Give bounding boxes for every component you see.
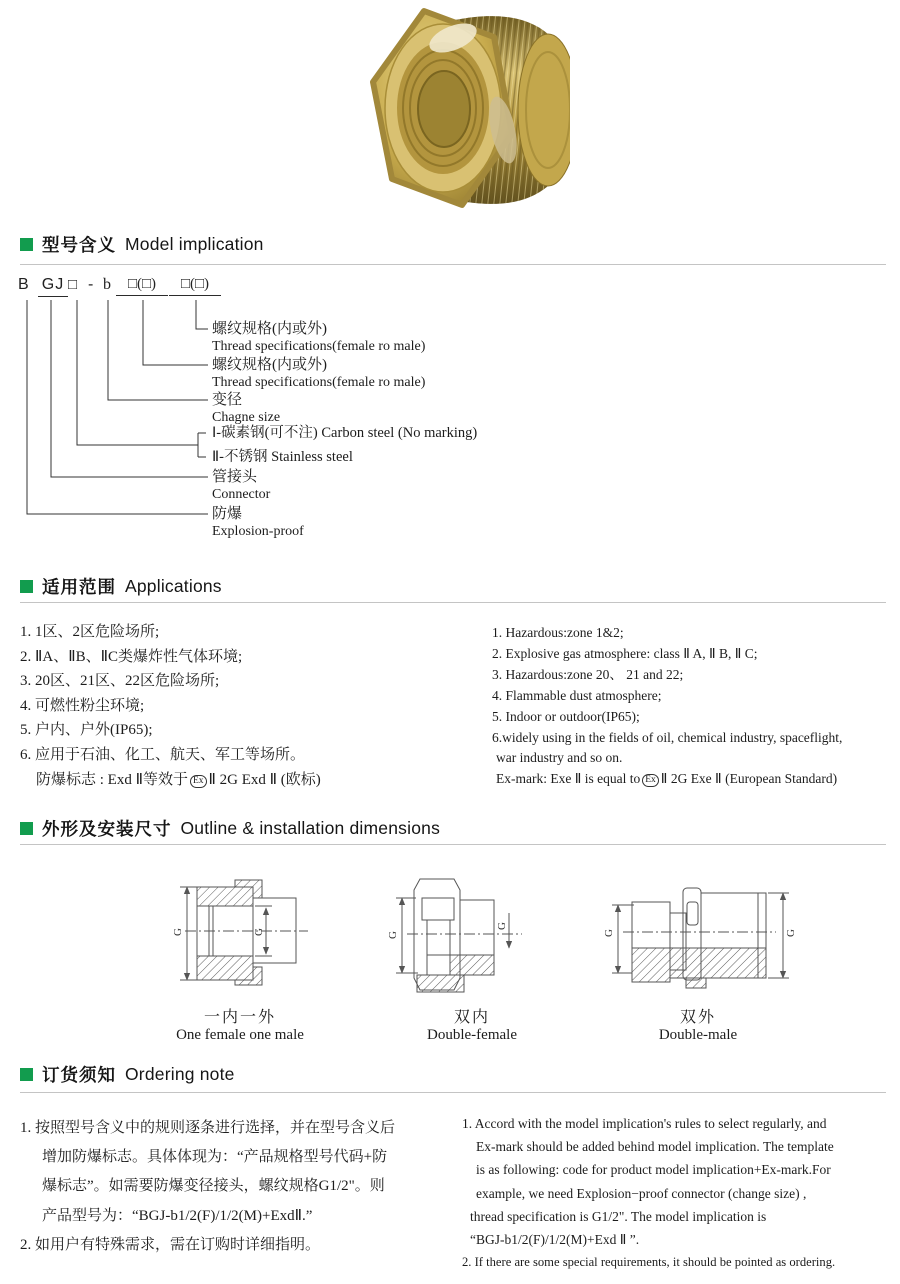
section-header-outline <box>20 816 440 840</box>
list-item: 6. 应用于石油、化工、航天、军工等场所。 <box>20 746 306 763</box>
text-line: 2. If there are some special requirements, it should be pointed as ordering. <box>462 1255 836 1270</box>
section-header-applications <box>20 574 222 598</box>
section-bullet-icon <box>20 822 33 835</box>
text-line: 产品型号为：“BGJ-b1/2(F)/1/2(M)+ExdⅡ.” <box>42 1207 313 1224</box>
list-item: 4. 可燃性粉尘环境; <box>20 697 145 714</box>
ex-mark-line: Ex-mark: Exe Ⅱ is equal to Ex Ⅱ 2G Exe Ⅱ (European Standard) <box>496 771 838 787</box>
text-line: 2. 如用户有特殊需求，需在订购时详细指明。 <box>20 1236 321 1253</box>
ordering-en-text <box>462 1112 835 1274</box>
ex-hexagon-symbol: Ex <box>190 775 207 788</box>
list-item: 2. ⅡA、ⅡB、ⅡC类爆炸性气体环境; <box>20 648 243 665</box>
drawing-caption: 双内 Double-female <box>427 1009 517 1043</box>
section-title-en: Ordering note <box>125 1063 235 1084</box>
model-label-change-size: 变径 Chagne size <box>212 392 281 425</box>
text-line: “BGJ-b1/2(F)/1/2(M)+Exd Ⅱ ”. <box>470 1232 640 1248</box>
section-title-zh: 订货须知 <box>42 1064 116 1085</box>
section-title-zh: 外形及安装尺寸 <box>42 818 172 839</box>
drawing-caption: 一内一外 One female one male <box>176 1009 304 1043</box>
code-part-group2: □(□) <box>169 276 221 296</box>
text-line: 1. Accord with the model implication's rules to select regularly, and <box>462 1116 827 1131</box>
dim-label-G: G <box>172 928 184 936</box>
drawing-double-female <box>382 870 562 1002</box>
section-header-model <box>20 232 264 256</box>
text-line: thread specification is G1/2". The model implication is <box>470 1208 767 1224</box>
dim-label-G: G <box>496 922 508 930</box>
list-item: 1. Hazardous:zone 1&2; <box>492 625 624 640</box>
model-label-stainless-steel: Ⅱ-不锈钢 Stainless steel <box>212 449 353 465</box>
drawing-one-female-one-male <box>150 870 330 1002</box>
list-item: 3. Hazardous:zone 20、 21 and 22; <box>492 666 684 682</box>
code-part-B: B <box>18 276 30 293</box>
model-label-explosion-proof: 防爆 Explosion-proof <box>212 506 304 539</box>
list-item: 3. 20区、21区、22区危险场所; <box>20 673 220 690</box>
section-bullet-icon <box>20 238 33 251</box>
section-title-en: Outline & installation dimensions <box>180 817 441 838</box>
text-line: 1. 按照型号含义中的规则逐条进行选择，并在型号含义后 <box>20 1120 396 1136</box>
ex-mark-line: 防爆标志 : Exd Ⅱ等效于 Ex Ⅱ 2G Exd Ⅱ (欧标) <box>36 771 321 788</box>
list-item: 5. Indoor or outdoor(IP65); <box>492 708 640 724</box>
list-item: 1. 1区、2区危险场所; <box>20 624 160 640</box>
list-item: 6.widely using in the fields of oil, chemical industry, spaceflight, <box>492 729 843 745</box>
model-label-thread-spec-2: 螺纹规格(内或外) Thread specifications(female ro male) <box>212 357 426 390</box>
section-rule <box>20 1092 886 1093</box>
product-photo <box>355 2 570 217</box>
text-line: Ex-mark should be added behind model implication. The template <box>476 1139 834 1155</box>
list-item: 2. Explosive gas atmosphere: class Ⅱ A, Ⅱ B, Ⅱ C; <box>492 645 758 661</box>
code-part-group1: □(□) <box>116 276 168 296</box>
list-item: 4. Flammable dust atmosphere; <box>492 687 662 703</box>
section-title-en: Model implication <box>125 233 264 254</box>
code-part-b: b <box>103 276 111 293</box>
code-part-dash: - <box>88 276 95 293</box>
dim-label-G: G <box>785 929 797 937</box>
section-bullet-icon <box>20 1068 33 1081</box>
model-label-thread-spec-1: 螺纹规格(内或外) Thread specifications(female ro male) <box>212 321 426 354</box>
dim-label-G: G <box>253 928 265 936</box>
section-bullet-icon <box>20 580 33 593</box>
section-rule <box>20 844 886 845</box>
code-part-box: □ <box>68 276 79 293</box>
section-title-zh: 型号含义 <box>42 234 116 255</box>
applications-zh-list <box>20 620 321 792</box>
section-rule <box>20 264 886 265</box>
text-line: 增加防爆标志。具体体现为：“产品规格型号代码+防 <box>42 1149 388 1166</box>
drawing-double-male <box>598 870 808 1002</box>
list-item: 5. 户内、户外(IP65); <box>20 722 153 739</box>
dim-label-G: G <box>387 931 399 939</box>
drawing-caption: 双外 Double-male <box>658 1009 738 1043</box>
text-line: example, we need Explosion−proof connector (change size) , <box>476 1185 807 1201</box>
dim-label-G: G <box>603 929 615 937</box>
section-header-ordering <box>20 1062 235 1086</box>
code-part-GJ: GJ <box>38 276 68 297</box>
applications-en-list <box>492 623 842 790</box>
text-line: is as following: code for product model implication+Ex-mark.For <box>476 1162 831 1178</box>
section-title-zh: 适用范围 <box>42 576 116 597</box>
section-title-en: Applications <box>125 575 222 596</box>
section-rule <box>20 602 886 603</box>
model-label-carbon-steel: Ⅰ-碳素钢(可不注) Carbon steel (No marking) <box>212 425 478 441</box>
ordering-zh-text <box>20 1114 395 1260</box>
text-line: 爆标志”。如需要防爆变径接头，螺纹规格G1/2"。则 <box>42 1178 385 1195</box>
list-item: war industry and so on. <box>496 750 623 766</box>
model-label-connector: 管接头 Connector <box>212 469 271 502</box>
ex-hexagon-symbol: Ex <box>642 774 659 787</box>
